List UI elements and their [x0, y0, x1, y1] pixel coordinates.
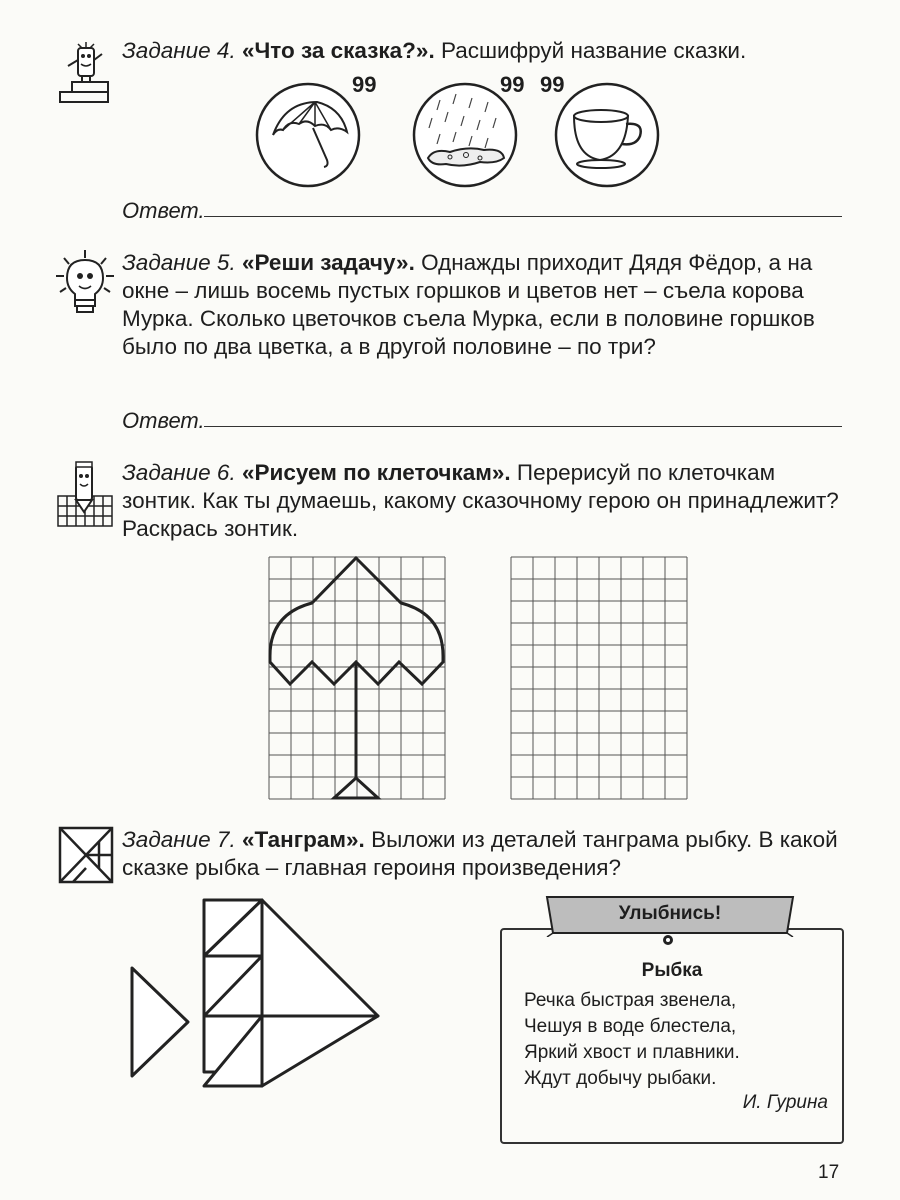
smile-banner	[541, 895, 799, 937]
smile-banner-text: Улыбнись!	[618, 903, 722, 924]
task6-text	[122, 459, 844, 543]
rebus-mark-1: 99	[352, 72, 377, 97]
task4-answer-label: Ответ.	[122, 198, 205, 223]
smile-poem-box	[500, 928, 844, 1144]
task5-body: Однажды приходит Дядя Фёдор, а на окне – лишь восемь пустых горшков и цветов нет – съела корова Мурка. Сколько цветочков съела Мурка, если в половине горшков было по два цветка, а в другой половине – по три?	[122, 250, 815, 359]
umbrella-base	[334, 778, 378, 798]
task5-text	[122, 249, 844, 361]
task7-label: Задание 7.	[122, 827, 236, 852]
task4-label: Задание 4.	[122, 38, 236, 63]
poem-line-1: Речка быстрая звенела,	[524, 990, 737, 1011]
task4-title: «Что за сказка?».	[241, 38, 435, 63]
poem-author: И. Гурина	[742, 1092, 828, 1113]
tangram-tail	[132, 968, 188, 1076]
page-number: 17	[818, 1162, 840, 1183]
poem-line-3: Яркий хвост и плавники.	[524, 1042, 740, 1063]
task6-label: Задание 6.	[122, 460, 236, 485]
tangram-fish-figure	[128, 890, 390, 1092]
rebus-mark-3: 99	[540, 72, 565, 97]
empty-drawing-grid[interactable]	[510, 556, 690, 802]
task7-title: «Танграм».	[241, 827, 365, 852]
task7-text	[122, 826, 844, 882]
umbrella-sample-grid	[268, 556, 448, 802]
task7-body: Выложи из деталей танграма рыбку. В какой сказке рыбка – главная героиня произведения?	[122, 827, 838, 880]
tangram-head	[262, 900, 378, 1016]
task5-title: «Реши задачу».	[241, 250, 415, 275]
poem-line-2: Чешуя в воде блестела,	[524, 1016, 737, 1037]
task4-body: Расшифруй название сказки.	[434, 38, 747, 63]
task6-title: «Рисуем по клеточкам».	[241, 460, 511, 485]
task4-text	[122, 37, 844, 65]
rebus-umbrella	[255, 80, 365, 190]
task5-answer-label: Ответ.	[122, 408, 205, 433]
rebus-teacup	[552, 80, 662, 190]
task5-label: Задание 5.	[122, 250, 236, 275]
poem-title: Рыбка	[641, 960, 703, 981]
tangram-belly	[262, 1016, 378, 1086]
poem-line-4: Ждут добычу рыбаки.	[524, 1068, 717, 1089]
task5-answer-line[interactable]	[204, 426, 842, 427]
robot-on-steps-icon	[58, 40, 114, 106]
tangram-icon	[58, 826, 114, 884]
banner-pin-icon	[662, 933, 674, 945]
tangram-parallelogram	[204, 956, 262, 1016]
lightbulb-icon	[52, 248, 118, 318]
rebus-mark-2: 99	[500, 72, 525, 97]
pencil-grid-icon	[56, 460, 114, 528]
task4-answer-line[interactable]	[204, 216, 842, 217]
task6-body: Перерисуй по клеточкам зонтик. Как ты думаешь, какому сказочному герою он принадлежит? Раскрась зонтик.	[122, 460, 839, 541]
